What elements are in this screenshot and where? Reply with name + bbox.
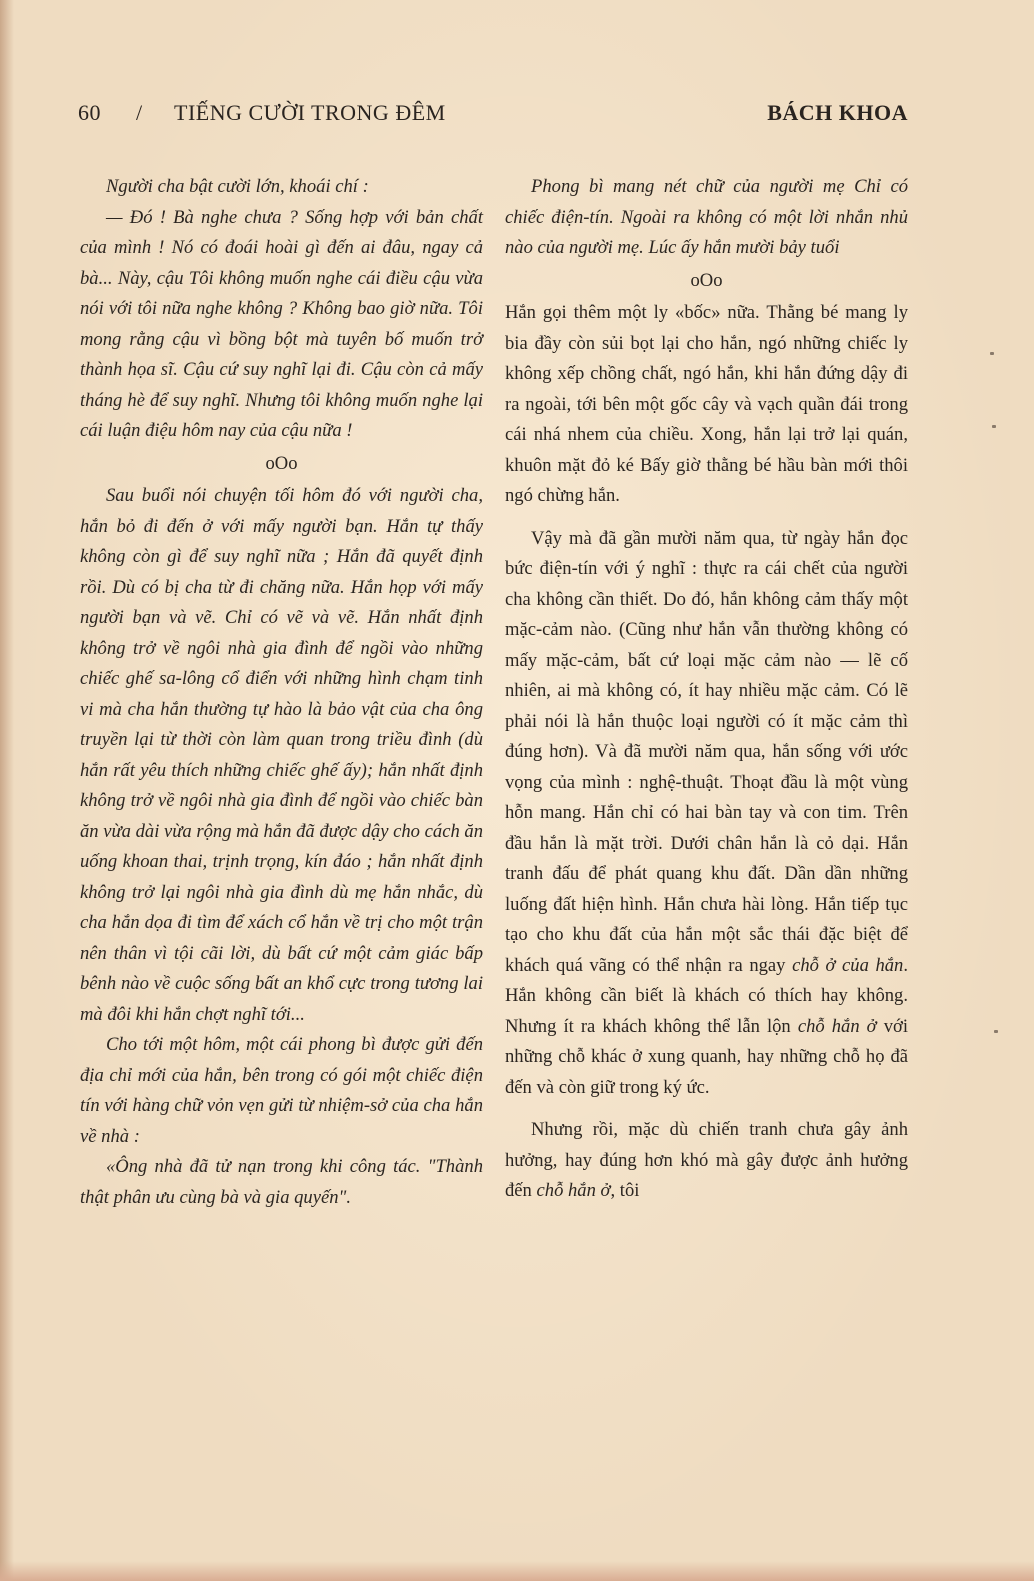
header-separator: /: [136, 100, 143, 125]
left-column: [80, 172, 483, 1213]
paragraph-text: Vậy mà đã gần mười năm qua, từ ngày hắn đọc bức điện-tín với ý nghĩ : thực ra cái chết của người cha không cần thiết. Do đó, hắn không cảm thấy một mặc-cảm nào. (Cũng như hắn vẫn thường không có mấy mặc-cảm, bất cứ loại mặc cảm nào — lẽ cố nhiên, ai mà không có, ít hay nhiều mặc cảm. Có lẽ phải nói là hắn thuộc loại người có ít mặc cảm thì đúng hơn). Và đã mười năm qua, hắn sống với ước vọng của mình : nghệ-thuật. Thoạt đầu là một vùng hỗn mang. Hắn chỉ có hai bàn tay và con tim. Trên đầu hắn là mặt trời. Dưới chân hắn là cỏ dại. Hắn tranh đấu để phát quang khu đất. Dần dần những luống đất hiện hình. Hắn chưa hài lòng. Hắn tiếp tục tạo cho khu đất của hắn một sắc thái đặc biệt để khách quá vãng có thể nhận ra ngay: [505, 527, 908, 976]
running-header: [78, 100, 908, 134]
paragraph-text: Nhưng rồi, mặc dù chiến tranh chưa gây ảnh hưởng, hay đúng hơn khó mà gây được ảnh hưởng đến: [505, 1119, 908, 1201]
paragraph: Phong bì mang nét chữ của người mẹ Chỉ có chiếc điện-tín. Ngoài ra không có một lời nhắn nhủ nào của người mẹ. Lúc ấy hắn mười bảy tuổi: [505, 176, 908, 258]
paragraph-text: với những chỗ khác ở xung quanh, hay những chỗ họ đã đến và còn giữ trong ký ức.: [505, 1015, 908, 1098]
paragraph: «Ông nhà đã tử nạn trong khi công tác. "Thành thật phân ưu cùng bà và gia quyến".: [80, 1156, 483, 1208]
paper-speck: [992, 425, 996, 428]
paragraph-text: , tôi: [610, 1180, 640, 1201]
emphasis-text: chỗ hắn ở: [797, 1015, 877, 1037]
book-title: TIẾNG CƯỜI TRONG ĐÊM: [174, 100, 446, 125]
paragraph: [505, 1115, 908, 1207]
page-number: 60: [78, 100, 101, 125]
section-separator: oOo: [690, 269, 723, 291]
paragraph: Cho tới một hôm, một cái phong bì được gửi đến địa chỉ mới của hắn, bên trong có gói một chiếc điện tín với hàng chữ vỏn vẹn gửi từ nhiệm-sở của cha hắn về nhà :: [80, 1034, 483, 1147]
paragraph-text: . Hắn không cần biết là khách có thích hay không. Nhưng ít ra khách không thể lẫn lộn: [505, 954, 908, 1037]
paragraph: — Đó ! Bà nghe chưa ? Sống hợp với bản chất của mình ! Nó có đoái hoài gì đến ai đâu, ngay cả bà... Này, cậu Tôi không muốn nghe cái điều cậu vừa nói với tôi nữa nghe không ? Không bao giờ nữa. Tôi mong rằng cậu vì bồng bột mà tuyên bố muốn trở thành họa sĩ. Cậu cứ suy nghĩ lại đi. Cậu còn cả mấy tháng hè để suy nghĩ. Nhưng tôi không muốn nghe lại cái luận điệu hôm nay của cậu nữa !: [80, 206, 483, 441]
page-edge-shadow: [0, 0, 14, 1581]
paragraph: [505, 524, 908, 1104]
paper-speck: [994, 1030, 998, 1033]
journal-name: BÁCH KHOA: [767, 100, 908, 125]
paragraph: Người cha bật cười lớn, khoái chí :: [106, 176, 369, 197]
paragraph: Hắn gọi thêm một ly «bốc» nữa. Thằng bé mang ly bia đầy còn sủi bọt lại cho hắn, ngó những chiếc ly không xếp chồng chất, ngó hắn, khi hắn đứng dậy đi ra ngoài, tới bên một gốc cây và vạch quần đái trong cái nhá nhem của chiều. Xong, hắn lại trở lại quán, khuôn mặt đỏ ké Bấy giờ thằng bé hầu bàn mới thôi ngó chừng hắn.: [505, 302, 908, 506]
paper-speck: [990, 352, 994, 355]
right-column: [505, 172, 908, 1207]
page-bottom-stain: [0, 1561, 1034, 1581]
emphasis-text: chỗ hắn ở: [536, 1180, 611, 1201]
emphasis-text: chỗ ở của hắn: [792, 954, 904, 976]
section-separator: oOo: [265, 452, 298, 474]
paragraph: Sau buổi nói chuyện tối hôm đó với người cha, hắn bỏ đi đến ở với mấy người bạn. Hắn tự thấy không còn gì để suy nghĩ nữa ; Hắn đã quyết định rồi. Dù có bị cha từ đi chăng nữa. Hắn họp với mấy người bạn và vẽ. Chỉ có vẽ và vẽ. Hắn nhất định không trở về ngôi nhà gia đình để ngồi vào những chiếc ghế sa-lông cổ điển với những hình chạm tinh vi mà cha hắn thường tự hào là bảo vật của cha ông truyền lại từ thời còn làm quan trong triều đình (dù hắn rất yêu thích những chiếc ghế ấy); hắn nhất định không trở về ngôi nhà gia đình để ngồi vào chiếc bàn ăn vừa dài vừa rộng mà hắn đã được dậy cho cách ăn uống khoan thai, trịnh trọng, kín đáo ; hắn nhất định không trở lại ngôi nhà gia đình dù mẹ hắn nhắc, dù cha hắn dọa đi tìm để xách cổ hắn về trị cho một trận nên thân vì tội cãi lời, dù bất cứ một cảm giác bấp bênh nào về cuộc sống bất an khổ cực trong tương lai mà đôi khi hắn chợt nghĩ tới...: [80, 485, 483, 1025]
